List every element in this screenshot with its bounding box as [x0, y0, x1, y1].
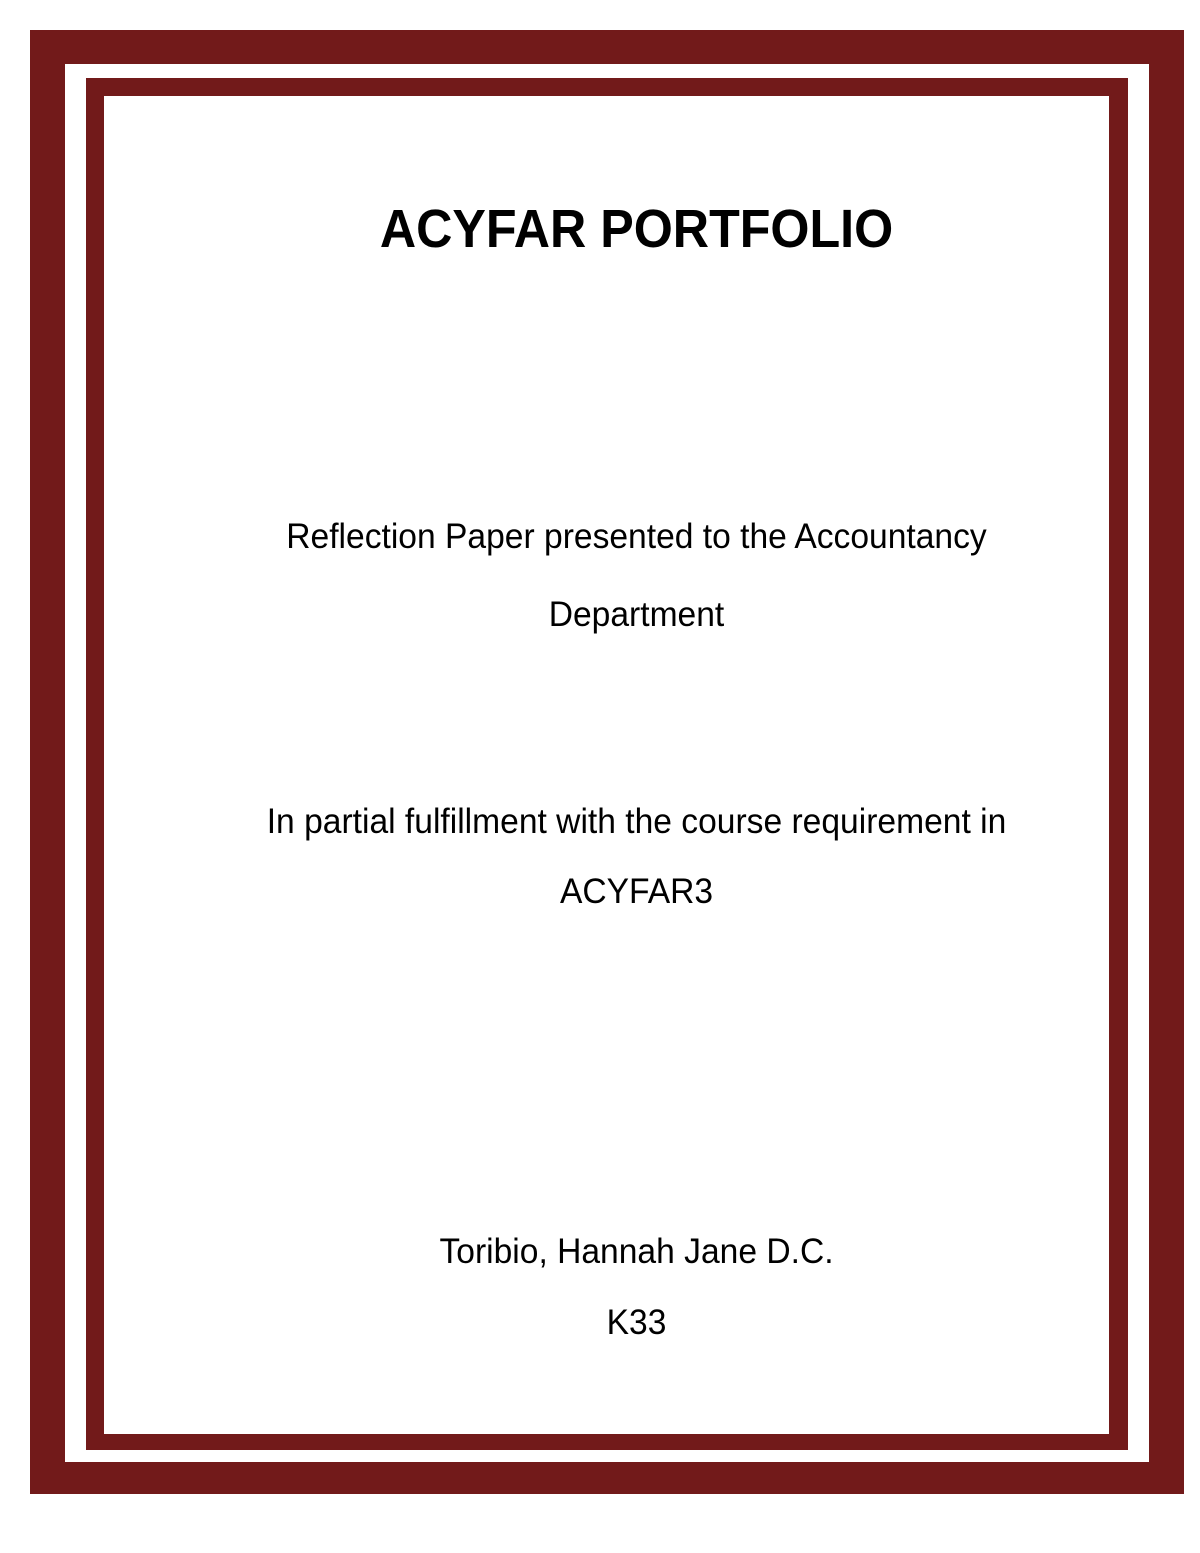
reflection-line-2: Department	[548, 595, 725, 634]
page-title: ACYFAR PORTFOLIO	[379, 199, 894, 259]
fulfillment-line-2: ACYFAR3	[559, 872, 714, 911]
cover-content	[104, 96, 1109, 1434]
fulfillment-line-1: In partial fulfillment with the course requirement in	[266, 802, 1007, 841]
author-name: Toribio, Hannah Jane D.C.	[439, 1232, 834, 1271]
reflection-line-1: Reflection Paper presented to the Accountancy	[286, 517, 987, 556]
section-code: K33	[606, 1303, 667, 1342]
